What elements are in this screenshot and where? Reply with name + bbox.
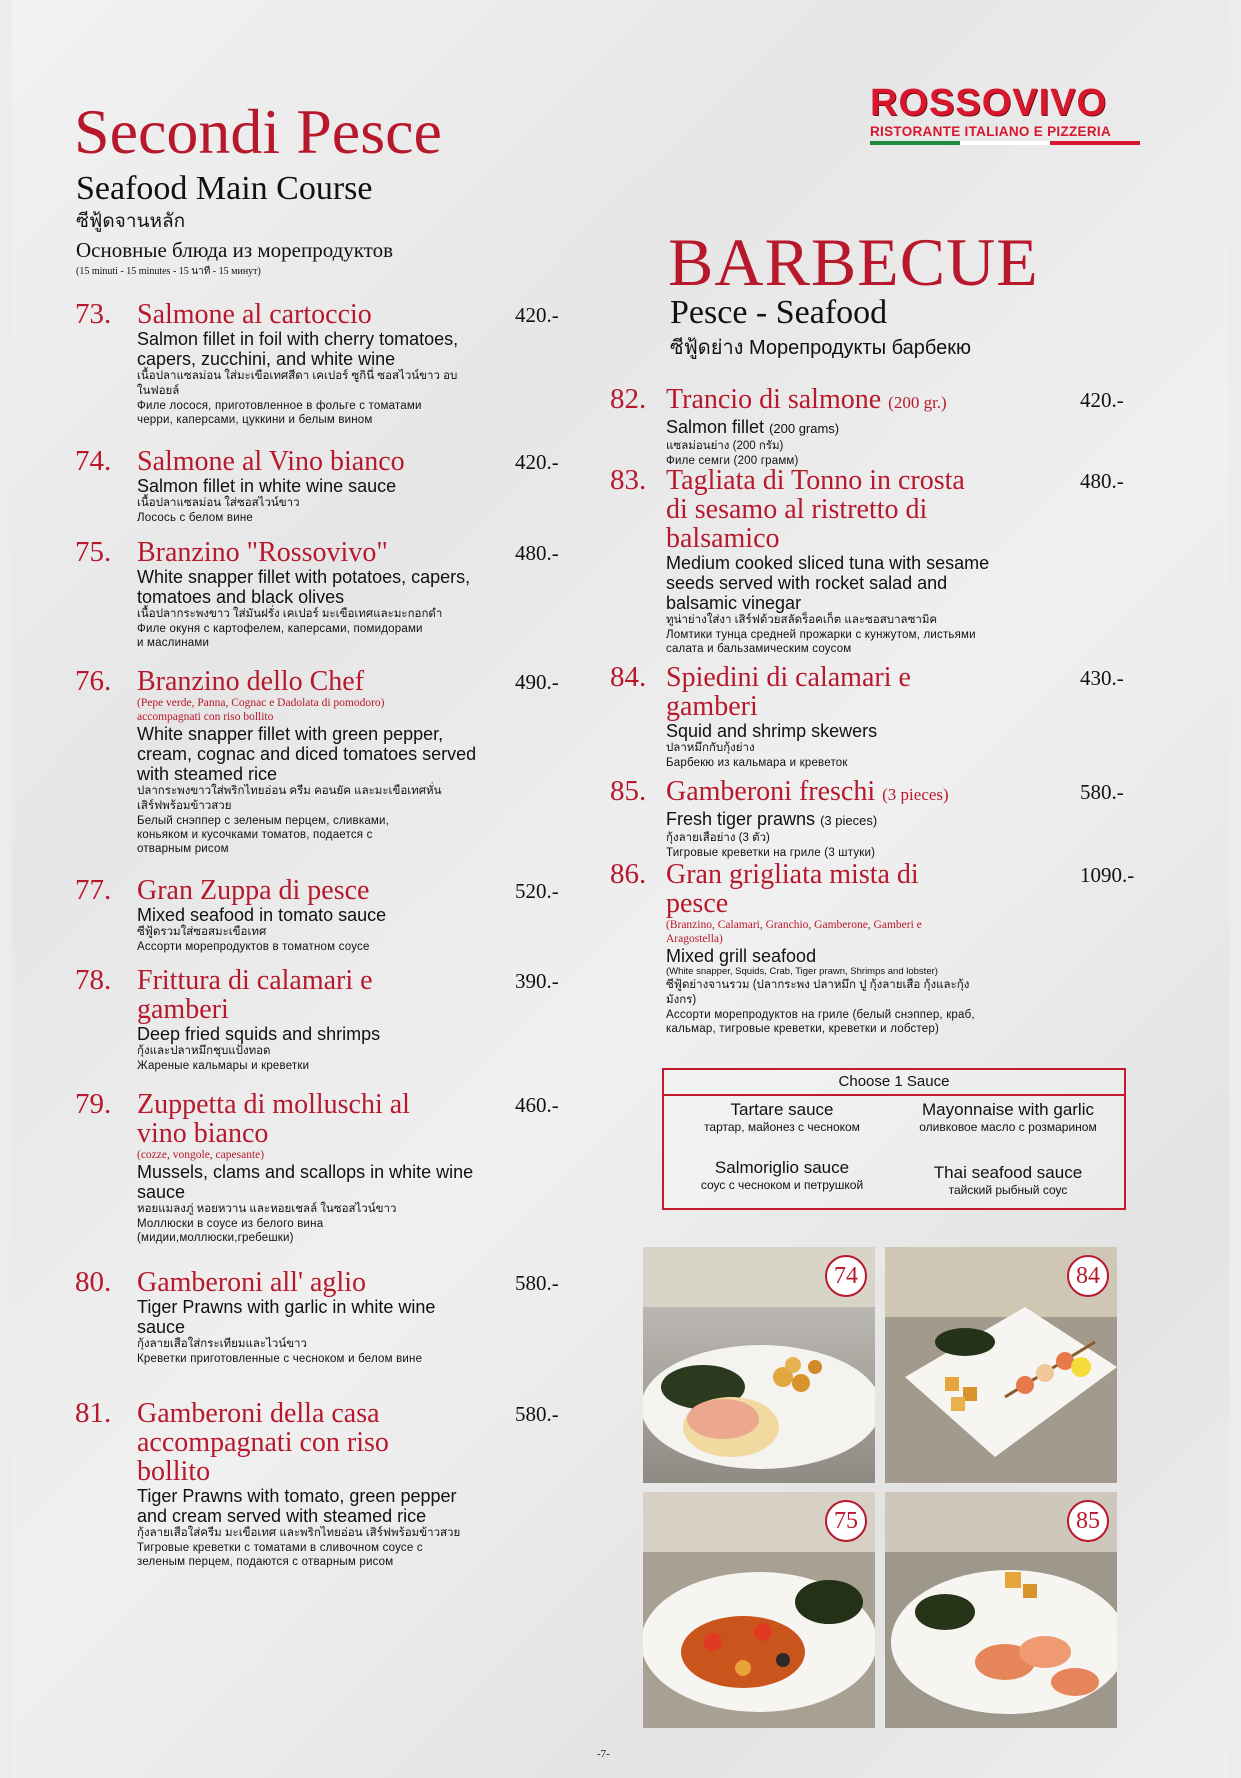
page-number: -7- [597,1748,610,1760]
sauce-box-title: Choose 1 Sauce [664,1070,1124,1096]
section-subtitle: Seafood Main Course [76,170,373,207]
item-russian-description: Белый снэппер с зеленым перцем, сливками, коньяком и кусочками томатов, подается с отварным рисом [137,815,390,855]
item-name [666,777,1006,809]
item-name [137,300,497,329]
item-thai-description: ซีฟู้ดรวมใส่ซอสมะเขือเทศ [137,926,267,938]
flag-red [1050,141,1140,145]
item-name [666,860,966,918]
sauce-russian: тайский рыбный соус [948,1183,1068,1197]
sauce-option [898,1100,1118,1135]
item-english-text: Salmon fillet [666,417,765,437]
item-name-text: Gran grigliata mista di pesce [666,859,919,919]
item-italian-note: (Pepe verde, Panna, Cognac e Dadolata di pomodoro) accompagnati con riso bollito [137,697,385,723]
item-name-text: Gamberoni freschi [666,776,876,807]
item-thai-description: แซลม่อนย่าง (200 กรัม) [666,440,784,452]
item-name-portion: (3 pieces) [882,785,949,804]
item-english-text: White snapper fillet with green pepper, cream, cognac and diced tomatoes served with steamed rice [137,724,477,784]
dish-number-badge: 74 [825,1255,867,1297]
item-english-text: Deep fried squids and shrimps [137,1024,381,1044]
item-name-text: Salmone al Vino bianco [137,446,405,477]
item-name-text: Zuppetta di molluschi al vino bianco [137,1089,410,1149]
item-italian-note: (cozze, vongole, capesante) [137,1149,265,1161]
item-thai-description: ปลากระพงขาวใส่พริกไทยอ่อน ครีม คอนยัค และมะเขือเทศหั่น เสิร์ฟพร้อมข้าวสวย [137,785,442,812]
item-english-text: Tiger Prawns with garlic in white wine sauce [137,1297,436,1337]
item-price: 390.- [515,969,559,993]
item-thai-description: กุ้งลายเสือใส่กระเทียมและไวน์ขาว [137,1338,307,1350]
item-price: 580.- [515,1271,559,1295]
item-russian-description: Филе лосося, приготовленное в фольге с томатами черри, каперсами, цуккини и белым вином [137,400,422,426]
item-price: 460.- [515,1093,559,1117]
item-number: 84. [610,661,647,693]
barbecue-thai-russian: ซีฟู้ดย่าง Морепродукты барбекю [670,337,971,359]
item-english-text: Salmon fillet in foil with cherry tomatoes, capers, zucchini, and white wine [137,329,459,369]
item-english-text: Mixed grill seafood [666,946,817,966]
item-number: 74. [75,445,112,477]
logo-wordmark: ROSSOVIVO [870,82,1108,124]
item-italian-note: (Branzino, Calamari, Granchio, Gamberone, Gamberi e Aragostella) [666,919,922,945]
item-russian-description: Ассорти морепродуктов в томатном соусе [137,941,370,953]
sauce-option [672,1158,892,1193]
item-price: 580.- [1080,780,1124,804]
item-name-text: Branzino dello Chef [137,666,365,697]
item-thai-description: เนื้อปลาแซลม่อน ใส่มะเขือเทศสีดา เคเปอร์ ซูกินี่ ซอสไวน์ขาว อบในฟอยล์ [137,370,458,397]
item-thai-description: กุ้งลายเสือใส่ครีม มะเขือเทศ และพริกไทยอ่อน เสิร์ฟพร้อมข้าวสวย [137,1527,461,1539]
item-russian-description: Ломтики тунца средней прожарки с кунжутом, листьями салата и бальзамическим соусом [666,629,976,655]
item-number: 79. [75,1088,112,1120]
sauce-russian: тартар, майонез с чесноком [704,1120,860,1134]
italian-flag-stripe [870,141,1140,145]
sauce-name: Mayonnaise with garlic [922,1100,1094,1119]
sauce-name: Tartare sauce [730,1100,834,1119]
item-price: 520.- [515,879,559,903]
sauce-option [672,1100,892,1135]
item-english-description [137,724,487,784]
item-name [137,966,397,1024]
item-name [666,385,1006,417]
item-english-text: Fresh tiger prawns [666,809,816,829]
item-russian-description: Тигровые креветки на гриле (3 штуки) [666,847,876,859]
restaurant-logo [870,84,1142,145]
dish-number-badge: 84 [1067,1255,1109,1297]
item-number: 86. [610,858,647,890]
menu-page [12,0,1229,1778]
prawns-dish-photo [885,1492,1117,1728]
item-english-description [137,1486,487,1526]
skewers-dish-photo [885,1247,1117,1483]
item-price: 420.- [515,450,559,474]
item-thai-description: ปลาหมึกกับกุ้งย่าง [666,742,755,754]
item-number: 76. [75,665,112,697]
item-thai-description: ซีฟู้ดย่างจานรวม (ปลากระพง ปลาหมึก ปู กุ้งลายเสือ กุ้งและกุ้งมังกร) [666,979,970,1006]
section-thai-title: ซีฟู้ดจานหลัก [76,211,186,232]
item-english-text: Tiger Prawns with tomato, green pepper and cream served with steamed rice [137,1486,457,1526]
item-russian-description: Тигровые креветки с томатами в сливочном соусе с зеленым перцем, подаются с отварным рисом [137,1542,423,1568]
item-english-description [137,1024,487,1044]
item-english-description [137,905,487,925]
item-russian-description: Барбекю из кальмара и креветок [666,757,848,769]
item-name [137,876,497,905]
dish-number-badge: 85 [1067,1500,1109,1542]
item-russian-description: Филе семги (200 грамм) [666,455,799,467]
item-name-text: Salmone al cartoccio [137,299,372,330]
item-number: 80. [75,1266,112,1298]
item-name-text: Gran Zuppa di pesce [137,875,370,906]
item-english-text: Squid and shrimp skewers [666,721,878,741]
sauce-choice-box [662,1068,1126,1210]
item-price: 420.- [1080,388,1124,412]
item-english-note: (White snapper, Squids, Crab, Tiger prawn, Shrimps and lobster) [666,966,938,977]
item-english-description [137,567,487,607]
section-title: Secondi Pesce [74,96,442,167]
item-number: 81. [75,1397,112,1429]
item-name [137,1399,437,1486]
flag-white [960,141,1050,145]
item-price: 580.- [515,1402,559,1426]
item-name-text: Spiedini di calamari e gamberi [666,662,911,722]
item-number: 83. [610,464,647,496]
sauce-russian: оливковое масло с розмарином [919,1120,1097,1134]
item-thai-description: เนื้อปลาแซลม่อน ใส่ซอสไวน์ขาว [137,497,300,509]
item-number: 73. [75,298,112,330]
item-english-description [666,417,996,439]
item-thai-description: กุ้งและปลาหมึกชุบแป้งทอด [137,1045,271,1057]
item-name [666,466,966,553]
barbecue-title: BARBECUE [668,224,1039,300]
item-number: 85. [610,775,647,807]
item-english-text: Mixed seafood in tomato sauce [137,905,387,925]
sauce-name: Thai seafood sauce [933,1163,1083,1182]
flag-green [870,141,960,145]
item-number: 78. [75,964,112,996]
snapper-dish-photo [643,1492,875,1728]
item-name [137,447,497,476]
item-english-portion: (200 grams) [769,421,840,436]
item-english-text: Mussels, clams and scallops in white wine sauce [137,1162,474,1202]
item-price: 1090.- [1080,863,1135,887]
item-name-portion: (200 gr.) [888,393,947,412]
logo-tagline: RISTORANTE ITALIANO E PIZZERIA [870,124,1112,139]
item-english-description [666,946,996,966]
item-russian-description: Ассорти морепродуктов на гриле (белый снэппер, краб, кальмар, тигровые креветки, креветки и лобстер) [666,1009,975,1035]
salmon-dish-photo [643,1247,875,1483]
item-name-text: Frittura di calamari e gamberi [137,965,373,1025]
item-name-text: Tagliata di Tonno in crosta di sesamo al ristretto di balsamico [666,465,965,554]
item-russian-description: Лосось с белом вине [137,512,253,524]
item-english-description [137,329,487,369]
barbecue-subtitle: Pesce - Seafood [670,294,888,331]
item-number: 77. [75,874,112,906]
item-english-text: White snapper fillet with potatoes, capers, tomatoes and black olives [137,567,471,607]
section-russian-title: Основные блюда из морепродуктов [76,238,394,262]
item-thai-description: เนื้อปลากระพงขาว ใส่มันฝรั่ง เคเปอร์ มะเขือเทศและมะกอกดำ [137,608,443,620]
item-russian-description: Моллюски в соусе из белого вина (мидии,моллюски,гребешки) [137,1218,324,1244]
item-name-text: Gamberoni della casa accompagnati con riso bollito [137,1398,389,1487]
cooking-time-note: (15 minuti - 15 minutes - 15 นาที - 15 минут) [76,266,261,277]
item-english-description [137,1162,487,1202]
sauce-option [898,1163,1118,1198]
item-english-description [666,721,996,741]
item-name-text: Branzino "Rossovivo" [137,537,388,568]
item-price: 480.- [515,541,559,565]
item-thai-description: หอยแมลงภู่ หอยหวาน และหอยเชลล์ ในซอสไวน์ขาว [137,1203,397,1215]
item-price: 420.- [515,303,559,327]
item-english-description [666,809,996,831]
item-number: 82. [610,383,647,415]
item-english-text: Medium cooked sliced tuna with sesame seeds served with rocket salad and balsamic vinegar [666,553,990,613]
item-name [137,1268,437,1297]
item-english-description [137,1297,487,1337]
item-thai-description: กุ้งลายเสือย่าง (3 ตัว) [666,832,770,844]
item-name [137,667,497,696]
item-name [137,538,497,567]
item-russian-description: Жареные кальмары и креветки [137,1060,310,1072]
sauce-russian: соус с чесноком и петрушкой [700,1178,864,1192]
item-price: 480.- [1080,469,1124,493]
item-thai-description: ทูน่าย่างใส่งา เสิร์ฟด้วยสลัดร็อคเก็ต และซอสบาลซามิค [666,614,938,626]
item-price: 490.- [515,670,559,694]
item-name-text: Trancio di salmone [666,384,882,415]
item-russian-description: Креветки приготовленные с чесноком и белом вине [137,1353,423,1365]
item-name [666,663,966,721]
item-price: 430.- [1080,666,1124,690]
item-english-text: Salmon fillet in white wine sauce [137,476,397,496]
dish-number-badge: 75 [825,1500,867,1542]
item-number: 75. [75,536,112,568]
item-russian-description: Филе окуня с картофелем, каперсами, помидорами и маслинами [137,623,423,649]
item-english-description [137,476,487,496]
item-english-description [666,553,996,613]
item-name-text: Gamberoni all' aglio [137,1267,366,1298]
sauce-name: Salmoriglio sauce [714,1158,850,1177]
item-english-portion: (3 pieces) [820,813,878,828]
item-name [137,1090,437,1148]
